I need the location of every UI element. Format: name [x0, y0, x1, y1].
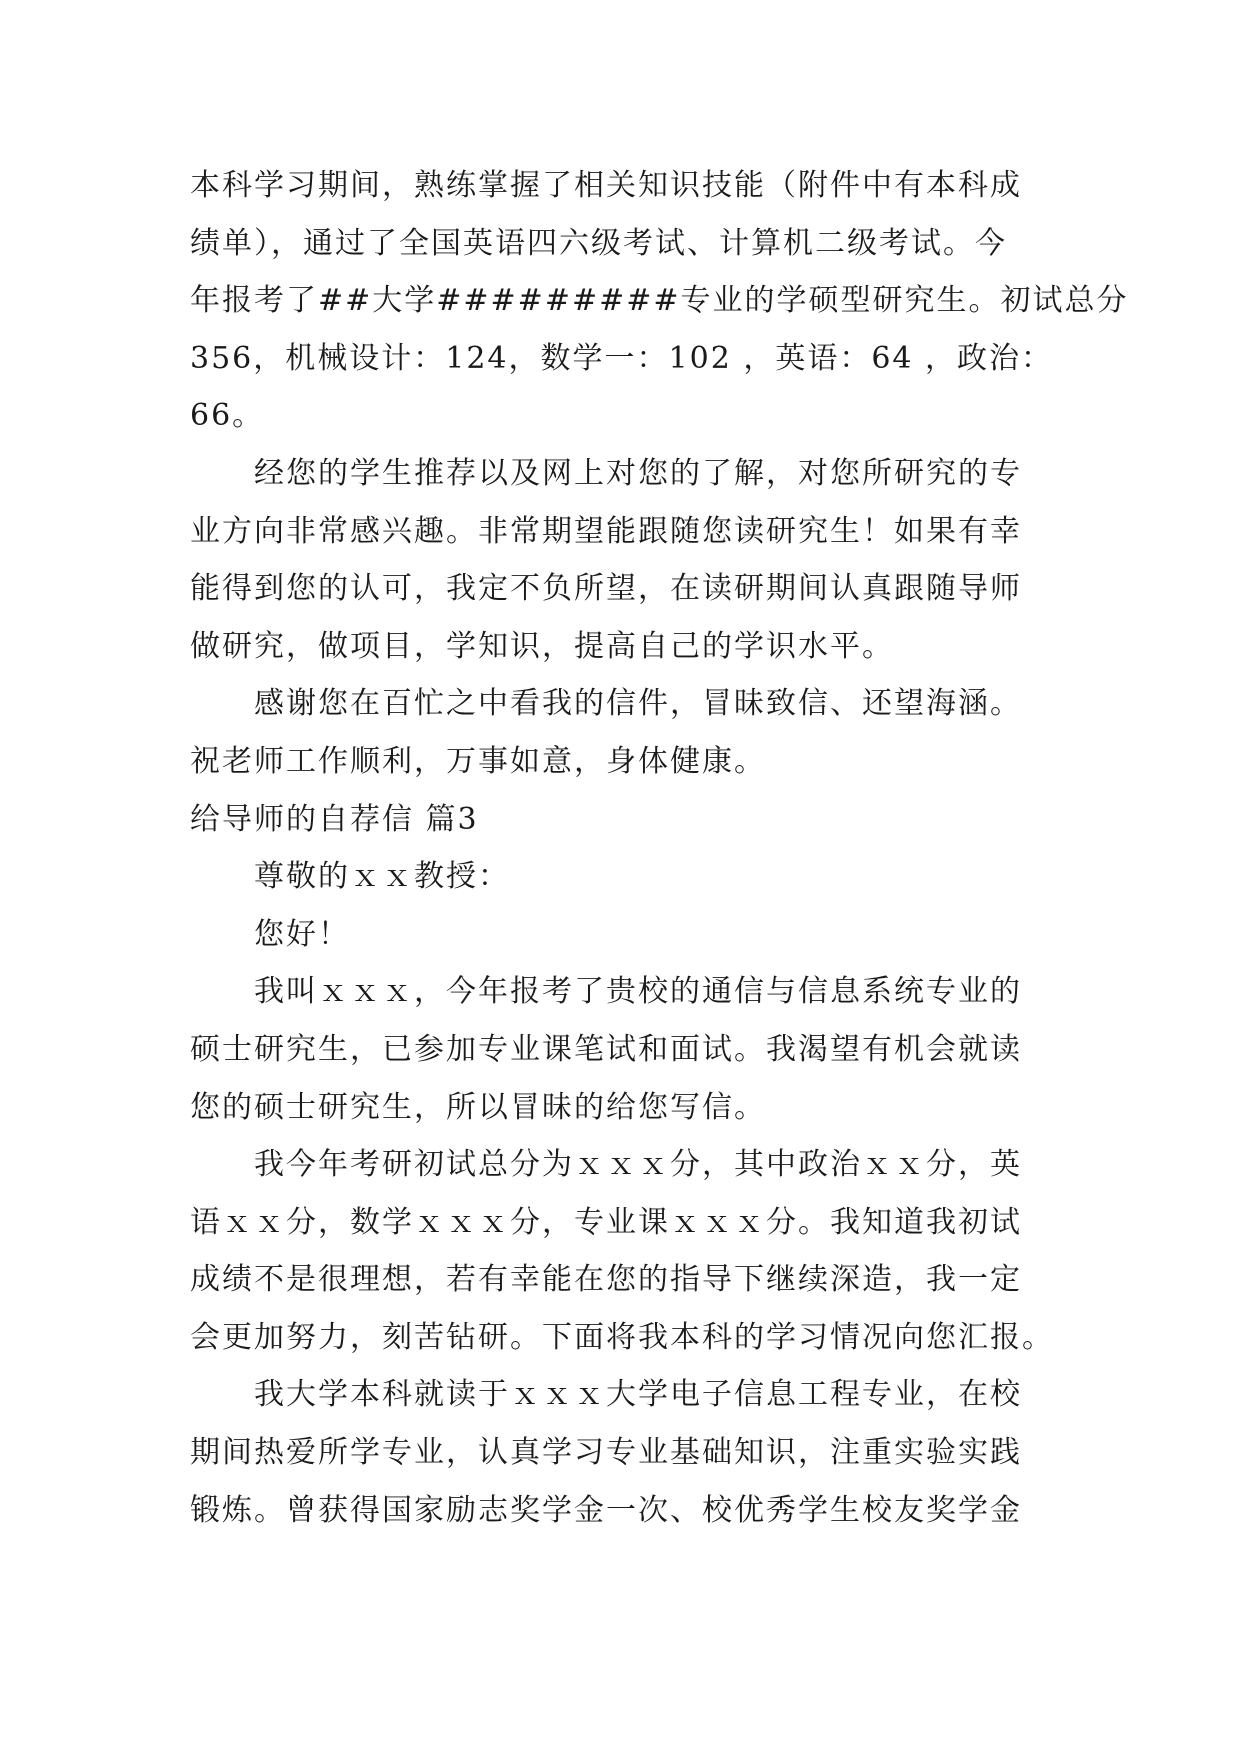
- text-line: 66。: [190, 398, 265, 434]
- text-line: 做研究，做项目，学知识，提高自己的学识水平。: [190, 628, 894, 664]
- text-line: 感谢您在百忙之中看我的信件，冒昧致信、还望海涵。: [254, 686, 1022, 722]
- section-heading-text: 给导师的自荐信 篇3: [190, 801, 479, 837]
- paragraph-background: [190, 1366, 1050, 1539]
- text-line: 绩单），通过了全国英语四六级考试、计算机二级考试。今: [190, 225, 1007, 261]
- text-line: 尊敬的ｘｘ教授：: [254, 859, 510, 895]
- text-line: 能得到您的认可，我定不负所望，在读研期间认真跟随导师: [190, 571, 1022, 607]
- text-line: 年报考了##大学#########专业的学硕型研究生。初试总分: [190, 283, 1129, 319]
- section-heading: [190, 791, 1050, 849]
- text-line: 锻炼。曾获得国家励志奖学金一次、校优秀学生校友奖学金: [190, 1492, 1022, 1528]
- text-line: 祝老师工作顺利，万事如意，身体健康。: [190, 743, 766, 779]
- text-line: 您好！: [254, 916, 350, 952]
- text-line: 356，机械设计：124，数学一：102 ，英语：64 ，政治：: [190, 340, 1054, 376]
- text-line: 成绩不是很理想，若有幸能在您的指导下继续深造，我一定: [190, 1262, 1022, 1298]
- paragraph-greeting: [190, 906, 1050, 964]
- text-line: 我今年考研初试总分为ｘｘｘ分，其中政治ｘｘ分，英: [254, 1147, 1022, 1183]
- text-line: 业方向非常感兴趣。非常期望能跟随您读研究生！如果有幸: [190, 513, 1022, 549]
- document-body: [190, 157, 1129, 1539]
- text-line: 期间热爱所学专业，认真学习专业基础知识，注重实验实践: [190, 1435, 1022, 1471]
- text-line: 我大学本科就读于ｘｘｘ大学电子信息工程专业，在校: [254, 1377, 1022, 1413]
- text-line: 经您的学生推荐以及网上对您的了解，对您所研究的专: [254, 455, 1022, 491]
- text-line: 本科学习期间，熟练掌握了相关知识技能（附件中有本科成: [190, 168, 1022, 203]
- paragraph-thanks: [190, 675, 1050, 790]
- text-line: 您的硕士研究生，所以冒昧的给您写信。: [190, 1089, 766, 1125]
- text-line: 硕士研究生，已参加专业课笔试和面试。我渴望有机会就读: [190, 1031, 1022, 1067]
- paragraph-interest: [190, 445, 1050, 675]
- text-line: 语ｘｘ分，数学ｘｘｘ分，专业课ｘｘｘ分。我知道我初试: [190, 1204, 1022, 1240]
- paragraph-intro: [190, 157, 1129, 445]
- paragraph-introduction: [190, 963, 1050, 1136]
- paragraph-scores: [190, 1136, 1054, 1366]
- text-line: 我叫ｘｘｘ，今年报考了贵校的通信与信息系统专业的: [254, 974, 1022, 1010]
- text-line: 会更加努力，刻苦钻研。下面将我本科的学习情况向您汇报。: [190, 1319, 1054, 1355]
- paragraph-salutation: [190, 848, 1050, 906]
